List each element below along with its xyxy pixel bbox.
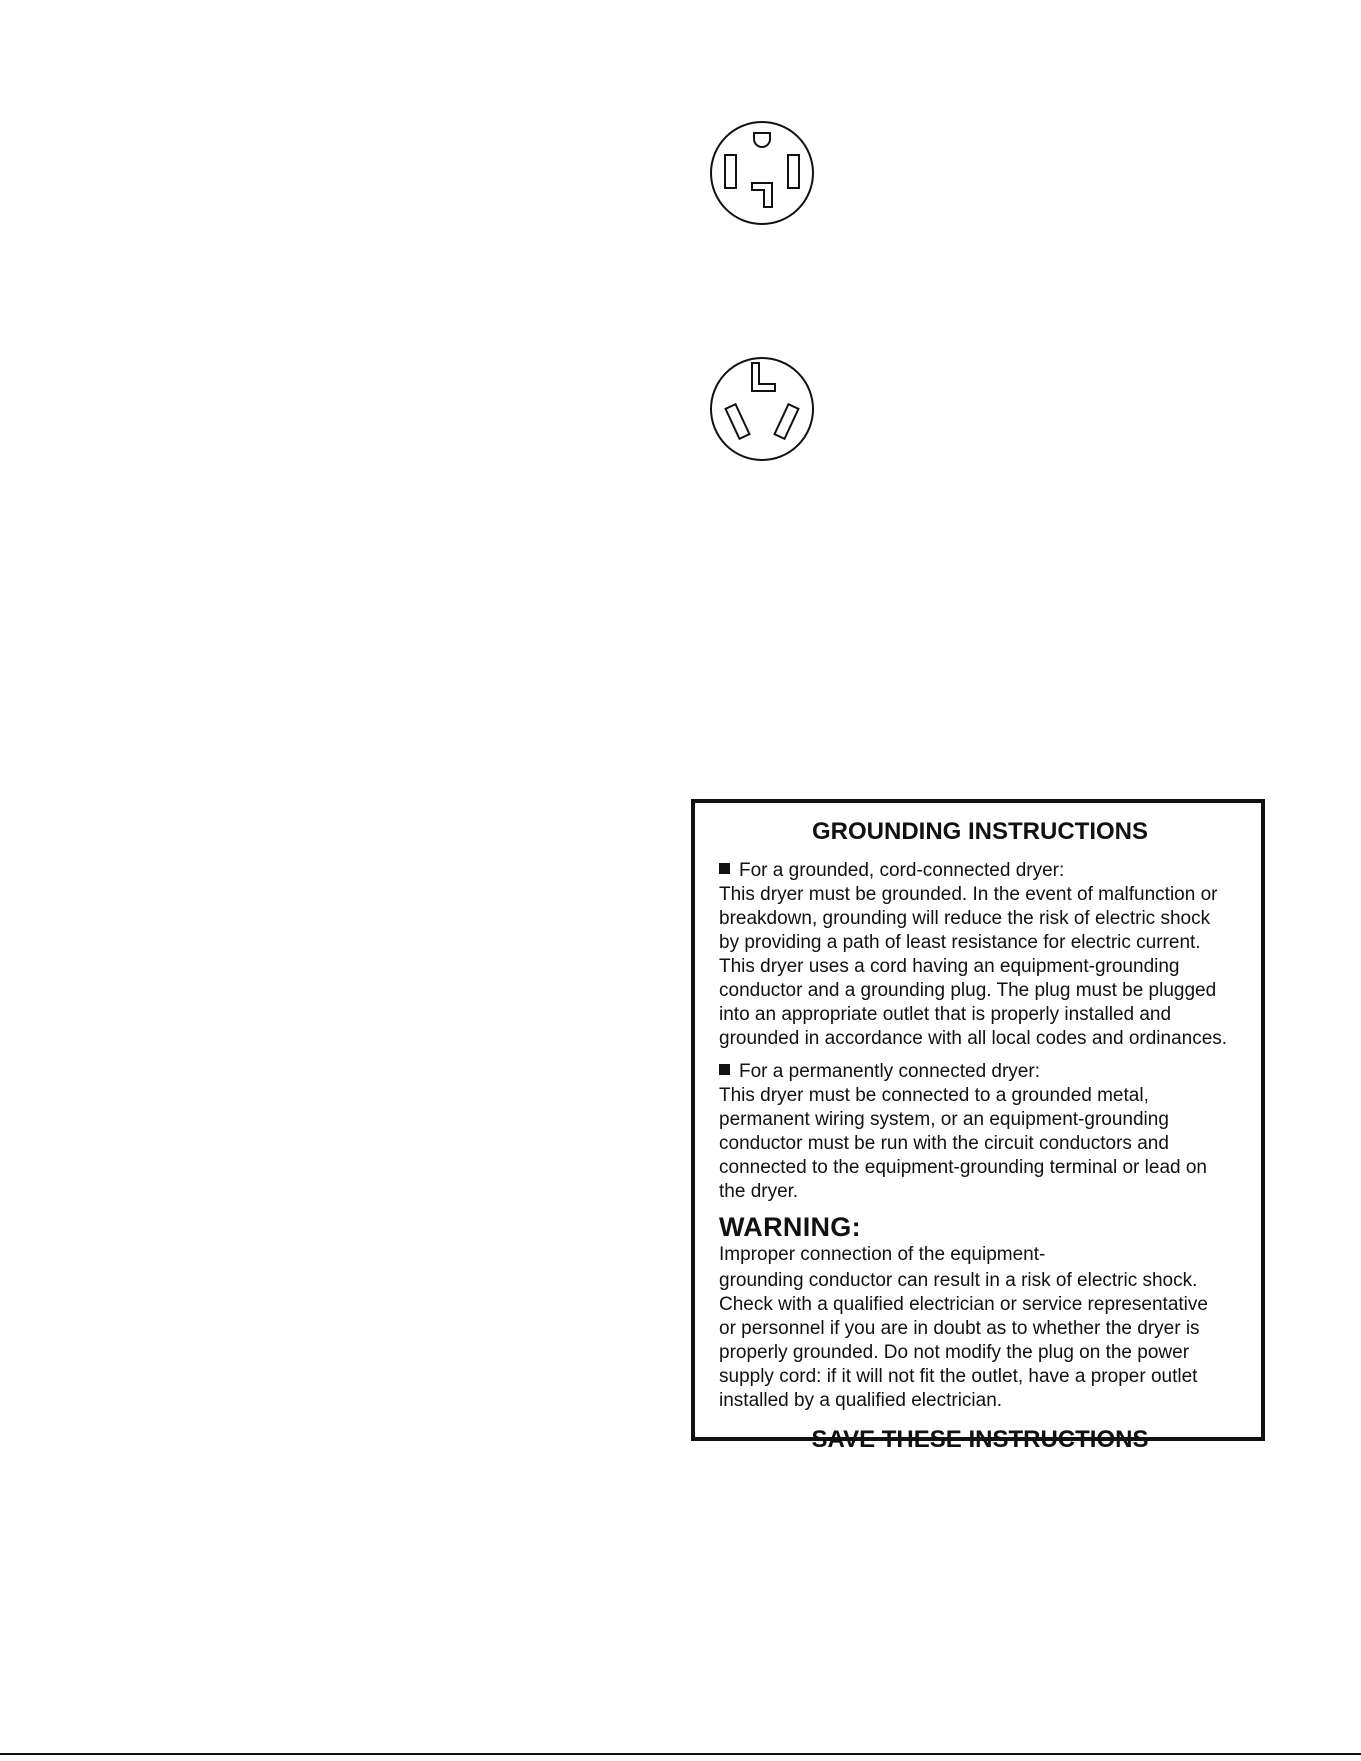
page-bottom-rule [0, 1753, 1361, 1755]
bullet-square-icon [719, 863, 730, 874]
section2-heading: For a permanently connected dryer: [719, 1060, 1249, 1084]
grounding-instructions-box [691, 799, 1265, 1453]
warning-label: WARNING: [719, 1212, 861, 1242]
warning-body: WARNING: Improper connection of the equipment- grounding conductor can result in a risk of electric shock. Check with a qualified electrician or service representative or personnel if you are in doubt as to whether the dryer is properly grounded. Do not modify the plug on the power supply cord: if it will not fit the outlet, have a proper outlet installed by a qualified electrician. [719, 1213, 1249, 1413]
four-prong-outlet-icon [706, 117, 818, 229]
box-footer: SAVE THESE INSTRUCTIONS [811, 1426, 1149, 1453]
section1-heading: For a grounded, cord-connected dryer: [719, 859, 1249, 883]
section1-body: This dryer must be grounded. In the event of malfunction or breakdown, grounding will reduce the risk of electric shock by providing a path of least resistance for electric current. This dryer uses a cord having an equipment-grounding conductor and a grounding plug. The plug must be plugged into an appropriate outlet that is properly installed and grounded in accordance with all local codes and ordinances. [719, 884, 1228, 1049]
bullet-square-icon [719, 1064, 730, 1075]
three-prong-outlet-icon [706, 353, 818, 465]
section2-body: This dryer must be connected to a grounded metal, permanent wiring system, or an equipment-grounding conductor must be run with the circuit conductors and connected to the equipment-grounding terminal or lead on the dryer. [719, 1085, 1207, 1202]
box-title: GROUNDING INSTRUCTIONS [812, 818, 1148, 845]
